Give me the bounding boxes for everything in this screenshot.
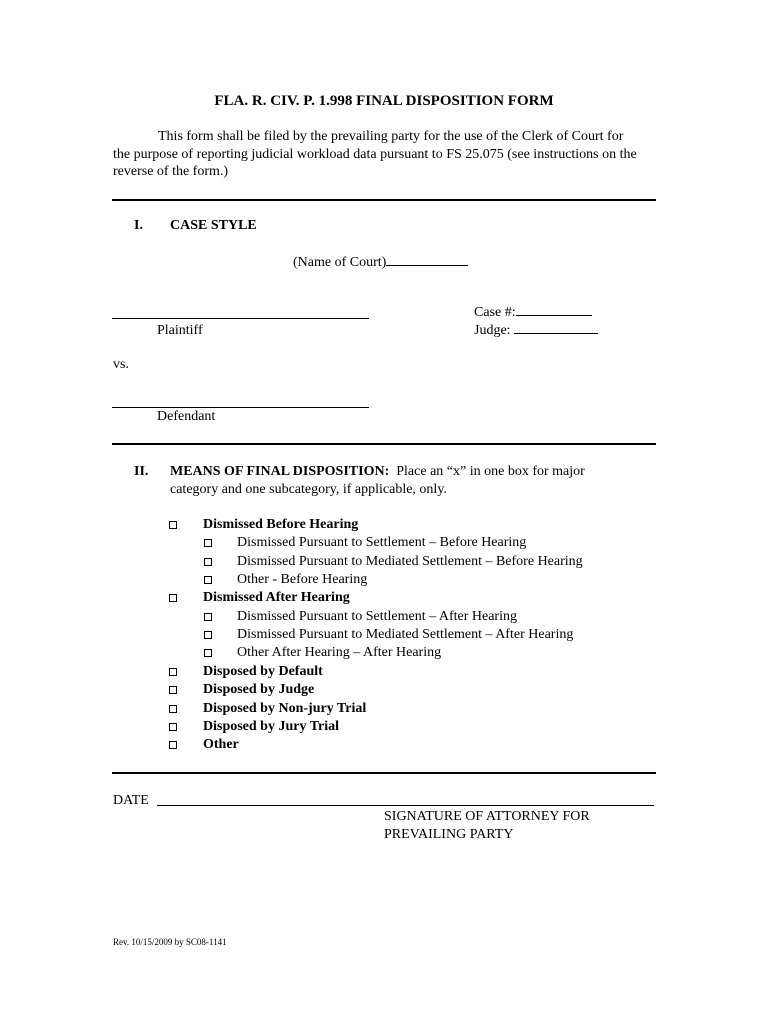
disposition-subcategory-label: Other - Before Hearing (237, 572, 368, 587)
disposition-checkbox[interactable] (169, 594, 177, 602)
judge-field[interactable] (474, 322, 598, 340)
disposition-category-label: Other (203, 737, 239, 752)
disposition-subcategory-label: Dismissed Pursuant to Mediated Settlement – After Hearing (237, 627, 574, 642)
versus-label: vs. (113, 357, 129, 372)
disposition-category-label: Disposed by Judge (203, 682, 315, 697)
disposition-subcategory-label: Dismissed Pursuant to Settlement – After Hearing (237, 609, 517, 624)
case-number-label: Case #: (474, 305, 516, 320)
disposition-checkbox[interactable] (204, 649, 212, 657)
divider-middle (112, 443, 656, 445)
disposition-category-label: Disposed by Jury Trial (203, 719, 340, 734)
revision-note: Rev. 10/15/2009 by SC08-1141 (113, 937, 227, 947)
disposition-checkbox[interactable] (169, 741, 177, 749)
court-name-label: (Name of Court) (293, 255, 387, 270)
disposition-subcategory-label: Other After Hearing – After Hearing (237, 645, 442, 660)
date-signature-blank[interactable] (157, 790, 654, 806)
disposition-subcategory-label: Dismissed Pursuant to Settlement – Before Hearing (237, 535, 527, 550)
form-intro (113, 128, 643, 181)
disposition-checkbox[interactable] (204, 631, 212, 639)
section1-numeral: I. (134, 218, 143, 233)
section2-instruction-2: category and one subcategory, if applicable, only. (170, 482, 447, 497)
disposition-checkbox[interactable] (169, 521, 177, 529)
section2-instruction-1: Place an “x” in one box for major (396, 464, 585, 479)
section2-heading-line (170, 463, 585, 481)
judge-label: Judge: (474, 323, 511, 338)
disposition-checkbox[interactable] (169, 705, 177, 713)
section1-heading: CASE STYLE (170, 218, 257, 233)
disposition-checkbox[interactable] (169, 723, 177, 731)
disposition-checkbox[interactable] (204, 558, 212, 566)
intro-text: This form shall be filed by the prevailing party for the use of the Clerk of Court for the purpose of reporting judicial workload data pursuant to FS 25.075 (see instructions on the reverse of the form.) (113, 129, 637, 179)
case-number-blank[interactable] (516, 315, 592, 316)
court-name-blank[interactable] (386, 265, 468, 266)
disposition-category-label: Dismissed Before Hearing (203, 517, 359, 532)
disposition-category-label: Disposed by Non-jury Trial (203, 701, 367, 716)
section2-numeral: II. (134, 464, 149, 479)
section2-heading: MEANS OF FINAL DISPOSITION: (170, 464, 390, 479)
disposition-subcategory-label: Dismissed Pursuant to Mediated Settlement – Before Hearing (237, 554, 583, 569)
disposition-category-label: Disposed by Default (203, 664, 323, 679)
disposition-checkbox[interactable] (169, 668, 177, 676)
form-title: FLA. R. CIV. P. 1.998 FINAL DISPOSITION FORM (214, 93, 554, 109)
date-label: DATE (113, 793, 149, 808)
disposition-checkbox[interactable] (204, 576, 212, 584)
court-name-field[interactable] (293, 254, 468, 272)
divider-bottom (112, 772, 656, 774)
signature-caption-1: SIGNATURE OF ATTORNEY FOR (384, 809, 590, 824)
defendant-blank[interactable] (112, 391, 369, 408)
judge-blank[interactable] (514, 333, 598, 334)
disposition-category-label: Dismissed After Hearing (203, 590, 350, 605)
defendant-label: Defendant (157, 409, 216, 424)
divider-top (112, 199, 656, 201)
case-number-field[interactable] (474, 304, 592, 322)
disposition-checkbox[interactable] (169, 686, 177, 694)
signature-caption-2: PREVAILING PARTY (384, 827, 514, 842)
plaintiff-blank[interactable] (112, 302, 369, 319)
disposition-checkbox[interactable] (204, 613, 212, 621)
plaintiff-label: Plaintiff (157, 323, 203, 338)
disposition-checkbox[interactable] (204, 539, 212, 547)
